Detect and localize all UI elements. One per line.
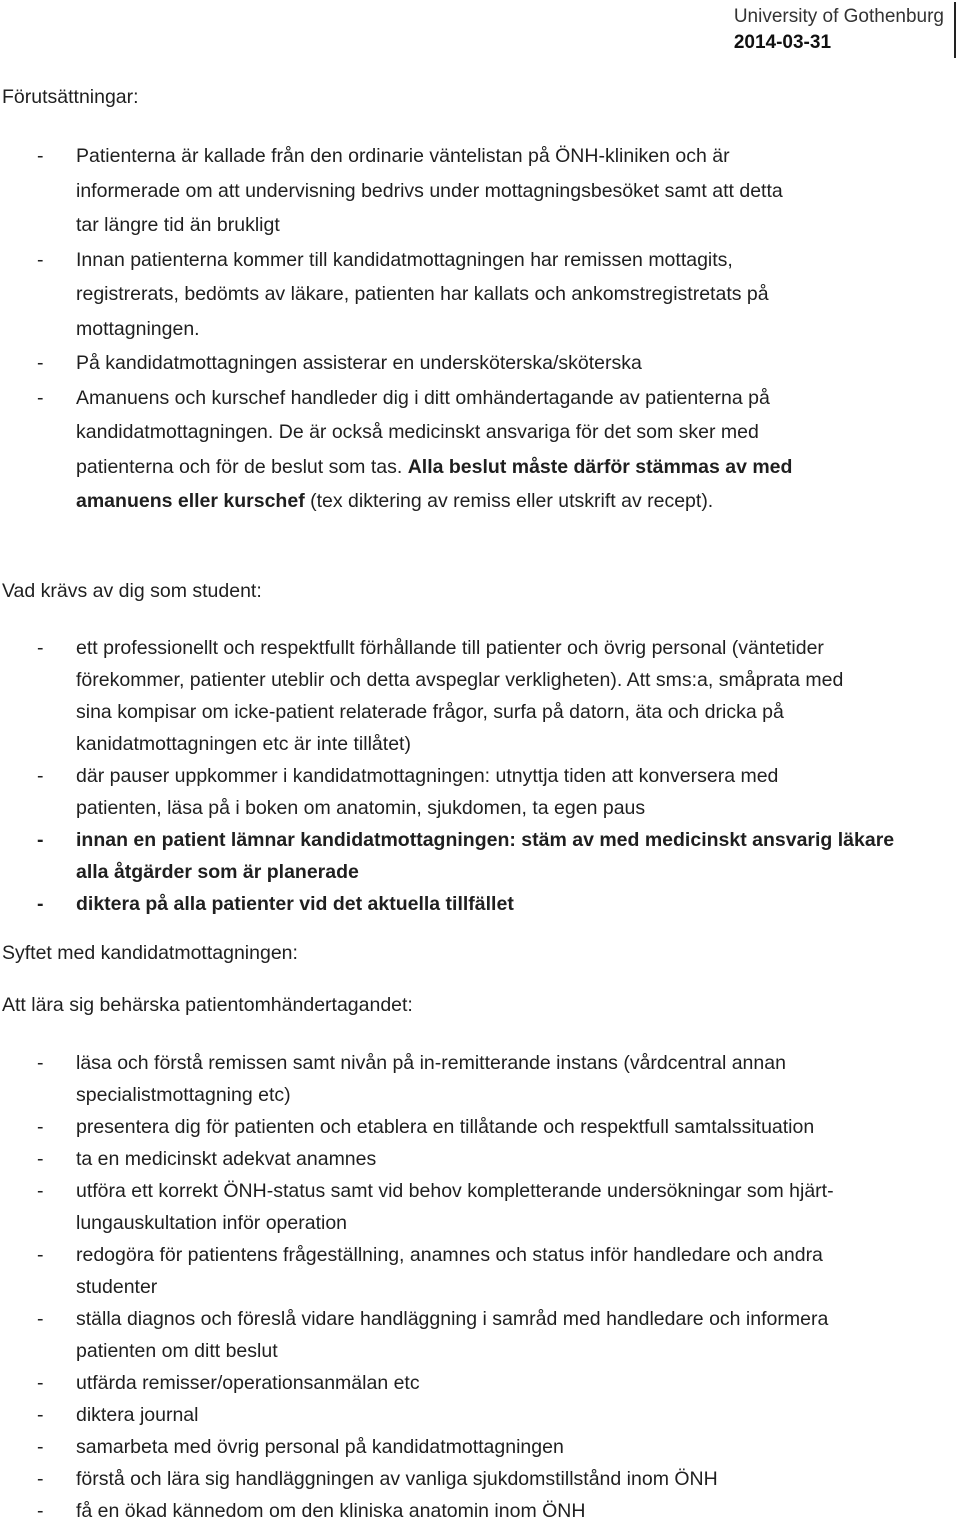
prerequisites-list	[0, 139, 940, 519]
list-item: - utfärda remisser/operationsanmälan etc	[0, 1367, 940, 1399]
list-item: - utföra ett korrekt ÖNH-status samt vid behov kompletterande undersökningar som hjärt- lungauskultation inför operation	[0, 1175, 940, 1239]
list-item: - där pauser uppkommer i kandidatmottagningen: utnyttja tiden att konversera med patienten, läsa på i boken om anatomin, sjukdomen, ta egen paus	[0, 760, 940, 824]
section-heading-prerequisites: Förutsättningar:	[2, 86, 139, 108]
list-item: - Innan patienterna kommer till kandidatmottagningen har remissen mottagits, registrerats, bedömts av läkare, patienten har kallats och ankomstregistretats på mottagningen.	[0, 243, 940, 347]
list-item: - läsa och förstå remissen samt nivån på in-remitterande instans (vårdcentral annan specialistmottagning etc)	[0, 1047, 940, 1111]
item-text-bold: Alla beslut måste därför stämmas av med amanuens eller kurschef	[76, 455, 793, 512]
item-text: (tex diktering av remiss eller utskrift av recept).	[304, 490, 714, 512]
list-item: - diktera journal	[0, 1399, 940, 1431]
institution-name: University of Gothenburg	[733, 6, 944, 27]
list-item: - diktera på alla patienter vid det aktuella tillfället	[0, 888, 940, 920]
list-item: - ett professionellt och respektfullt förhållande till patienter och övrig personal (väntetider förekommer, patienter uteblir och detta avspeglar verkligheten). Att sms:a, småprata med sina kompisar om icke-patient relaterade frågor, surfa på datorn, äta och dricka på kanidatmottagningen etc är inte tillåtet)	[0, 632, 940, 760]
list-item: - innan en patient lämnar kandidatmottagningen: stäm av med medicinskt ansvarig läkare alla åtgärder som är planerade	[0, 824, 940, 888]
list-item: - redogöra för patientens frågeställning, anamnes och status inför handledare och andra studenter	[0, 1239, 940, 1303]
list-item: - På kandidatmottagningen assisterar en undersköterska/sköterska	[0, 346, 940, 381]
learning-goals-list	[0, 1047, 940, 1527]
list-item: - få en ökad kännedom om den kliniska anatomin inom ÖNH	[0, 1495, 940, 1527]
list-item	[0, 381, 940, 519]
list-item: - förstå och lära sig handläggningen av vanliga sjukdomstillstånd inom ÖNH	[0, 1463, 940, 1495]
list-item: - presentera dig för patienten och etablera en tillåtande och respektfull samtalssituation	[0, 1111, 940, 1143]
section-heading-requirements: Vad krävs av dig som student:	[2, 580, 262, 602]
section-heading-purpose: Syftet med kandidatmottagningen:	[2, 942, 298, 964]
requirements-list	[0, 632, 940, 920]
list-item: - samarbeta med övrig personal på kandidatmottagningen	[0, 1431, 940, 1463]
list-item: - ställa diagnos och föreslå vidare handläggning i samråd med handledare och informera patienten om ditt beslut	[0, 1303, 940, 1367]
section-heading-learning-goals: Att lära sig behärska patientomhändertagandet:	[2, 994, 413, 1016]
item-text: Amanuens och kurschef handleder dig i ditt omhändertagande av patienterna på kandidatmottagningen. De är också medicinskt ansvariga för det som sker med patienterna och för de beslut som tas.	[76, 386, 770, 478]
page-header	[734, 4, 944, 56]
document-date: 2014-03-31	[733, 32, 832, 53]
list-item: - ta en medicinskt adekvat anamnes	[0, 1143, 940, 1175]
list-item: - Patienterna är kallade från den ordinarie väntelistan på ÖNH-kliniken och är informerade om att undervisning bedrivs under mottagningsbesöket samt att detta tar längre tid än brukligt	[0, 139, 940, 243]
header-divider	[954, 2, 956, 58]
